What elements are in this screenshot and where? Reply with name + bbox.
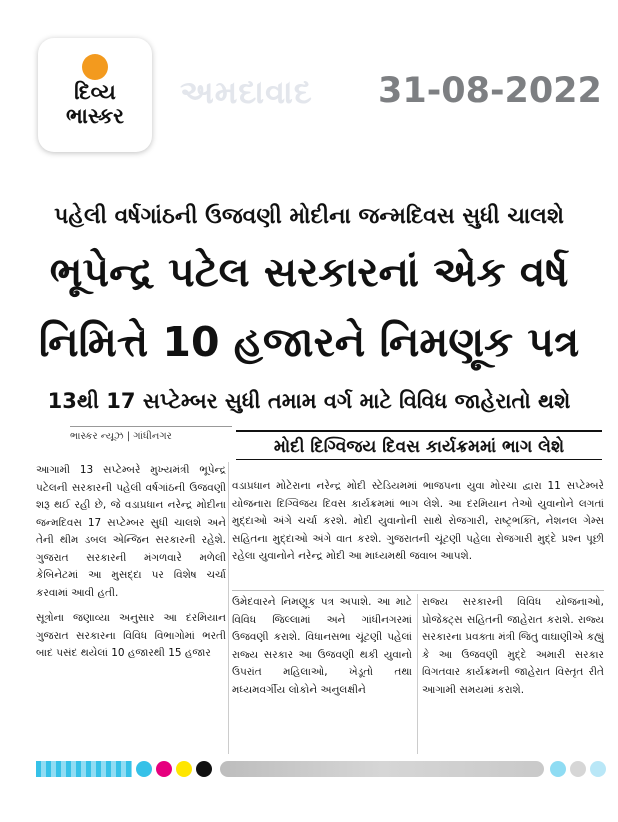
- color-registration-strip: [36, 758, 614, 780]
- paragraph: સૂત્રોના જણાવ્યા અનુસાર આ દરમિયાન ગુજરાત સરકારના વિવિધ વિભાગોમાં ભરતી બાદ પસંદ થયેલાં 10 હજારથી 15 હજાર: [36, 612, 226, 659]
- column-divider: [228, 462, 229, 754]
- light-cyan-dot: [590, 761, 606, 777]
- gray-dot: [570, 761, 586, 777]
- column-divider: [417, 594, 418, 754]
- logo-text-line1: દિવ્ય: [74, 80, 116, 104]
- sub-headline: મોદી દિગ્વિજય દિવસ કાર્યક્રમમાં ભાગ લેશે: [236, 430, 602, 460]
- article-column-1: [36, 462, 226, 754]
- yellow-dot: [176, 761, 192, 777]
- paragraph: આગામી 13 સપ્ટેમ્બરે મુખ્યમંત્રી ભૂપેન્દ્ર પટેલની સરકારની પહેલી વર્ષગાંઠની ઉજવણી શરૂ થઈ રહી છે, જે વડાપ્રધાન નરેન્દ્ર મોદીના જન્મદિવસ 17 સપ્ટેમ્બર સુધી ચાલશે અને તેની થીમ ડબલ એન્જિન સરકારની રહેશે. ગુજરાત સરકારની મંગળવારે મળેલી કેબિનેટમાં આ મુસદ્દા પર વિશેષ ચર્ચા કરવામાં આવી હતી.: [36, 464, 226, 599]
- cyan-dot: [136, 761, 152, 777]
- main-headline-line1: ભૂપેન્દ્ર પટેલ સરકારનાં એક વર્ષ: [49, 248, 569, 296]
- edition-date: 31-08-2022: [378, 71, 602, 111]
- light-cyan-dot: [550, 761, 566, 777]
- deck-headline: 13થી 17 સપ્ટેમ્બર સુધી તમામ વર્ગ માટે વિવિધ જાહેરાતો થશે: [47, 389, 571, 413]
- gray-bar: [220, 761, 544, 777]
- black-dot: [196, 761, 212, 777]
- main-headline-line2: નિમિત્તે 10 હજારને નિમણૂક પત્ર: [38, 318, 580, 366]
- byline: ભાસ્કર ન્યૂઝ | ગાંધીનગર: [70, 426, 232, 445]
- subsection-intro: વડાપ્રધાન મોટેરાના નરેન્દ્ર મોદી સ્ટેડિયમમાં ભાજપના યુવા મોરચા દ્વારા 11 સપ્ટેમ્બરે યોજનારા દિગ્વિજય દિવસ કાર્યક્રમમાં ભાગ લેશે. આ દરમિયાન તેઓ યુવાનોને લગતાં મુદ્દાઓ અંગે ચર્ચા કરશે. મોદી યુવાનોની સાથે રોજગારી, રાષ્ટ્રભક્તિ, નેશનલ ગેમ્સ સહિતના મુદ્દાઓ અંગે વાત કરશે. ગુજરાતની ચૂંટણી પહેલા રોજગારી મુદ્દે પ્રશ્ન પૂછી રહેલા યુવાનોને નરેન્દ્ર મોદી આ માધ્યમથી જવાબ આપશે.: [232, 478, 604, 591]
- article-column-2: ઉમેદવારને નિમણૂક પત્ર અપાશે. આ માટે વિવિધ જિલ્લામાં અને ગાંધીનગરમાં ઉજવણી કરાશે. વિધાનસભા ચૂંટણી પહેલાં રાજ્ય સરકાર આ ઉજવણી થકી યુવાનો ઉપરાંત મહિલાઓ, ખેડૂતો તથા મધ્યમવર્ગીય લોકોને અનુલક્ષીને: [232, 596, 412, 696]
- magenta-dot: [156, 761, 172, 777]
- article-column-3: રાજ્ય સરકારની વિવિધ યોજનાઓ, પ્રોજેક્ટ્સ સહિતની જાહેરાત કરાશે. રાજ્ય સરકારના પ્રવક્તા મંત્રી જિતુ વાઘાણીએ કહ્યું કે આ ઉજવણી મુદ્દે અમારી સરકાર વિગતવાર કાર્યક્રમની જાહેરાત વિસ્તૃત રીતે આગામી સમયમાં કરાશે.: [422, 596, 604, 696]
- logo-sun-icon: [82, 54, 108, 80]
- city-label: અમદાવાદ: [180, 73, 313, 111]
- cyan-gradient-bar: [36, 761, 132, 777]
- logo-text-line2: ભાસ્કર: [65, 104, 125, 128]
- kicker-headline: પહેલી વર્ષગાંઠની ઉજવણી મોદીના જન્મદિવસ સુધી ચાલશે: [54, 204, 564, 229]
